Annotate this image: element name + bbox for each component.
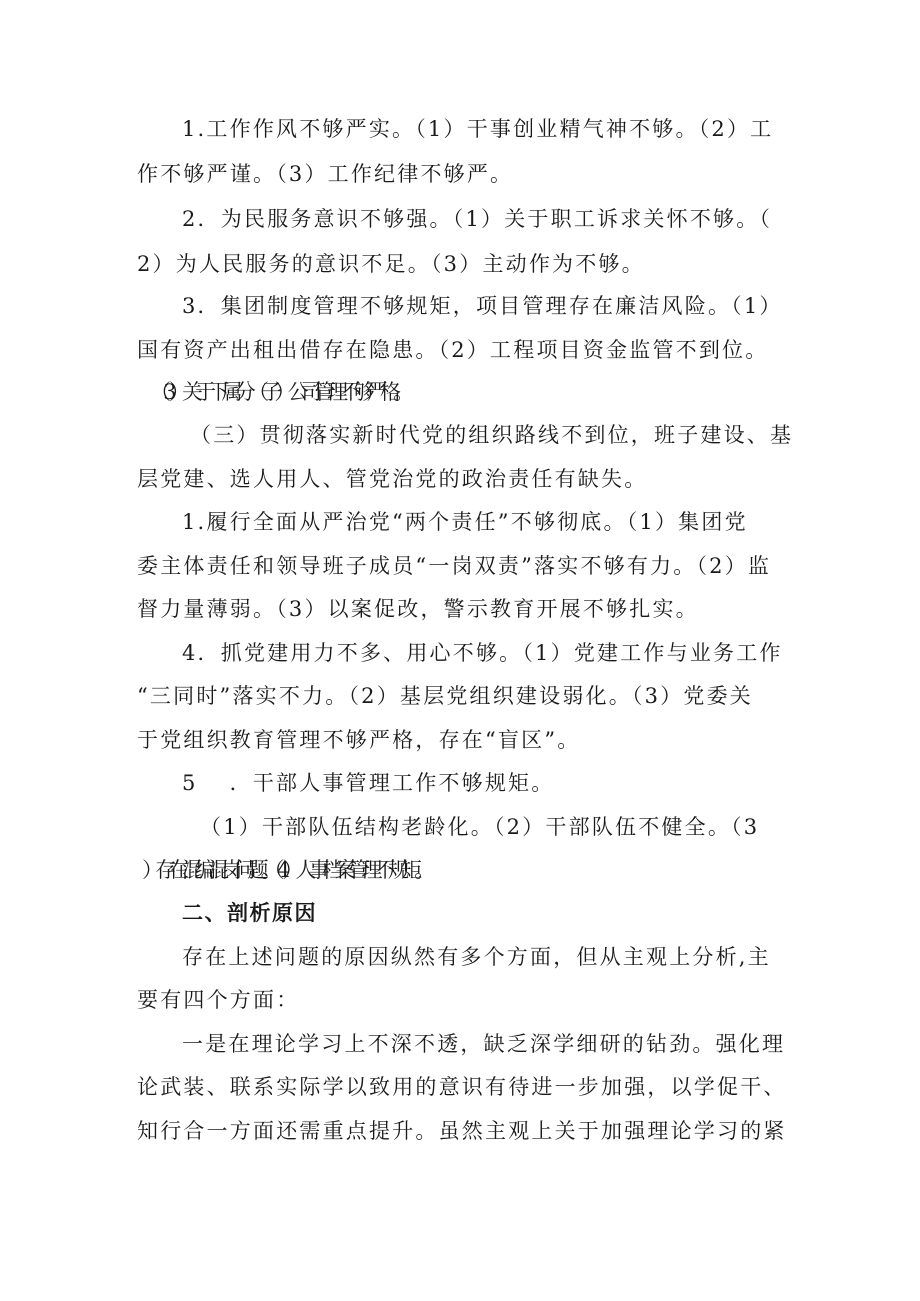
text-line: 5 ．干部人事管理工作不够规矩。 — [182, 771, 555, 795]
text-line: 1.工作作风不够严实。（1）干事创业精气神不够。（2）工 — [182, 117, 774, 141]
text-line: “三同时”落实不力。（2）基层党组织建设弱化。（3）党委关 — [137, 684, 753, 708]
text-line: 作不够严谨。（3）工作纪律不够严。 — [137, 162, 514, 186]
text-line: 3．集团制度管理不够规矩，项目管理存在廉洁风险。（1） — [182, 294, 783, 318]
text-line: 1.履行全面从严治党“两个责任”不够彻底。（1）集团党 — [182, 510, 748, 534]
text-line: 2．为民服务意识不够强。（1）关于职工诉求关怀不够。（ — [182, 207, 773, 231]
text-line: 4．抓党建用力不多、用心不够。（1）党建工作与业务工作 — [182, 641, 783, 665]
section-heading-causes: 二、剖析原因 — [182, 901, 317, 925]
text-line: 委主体责任和领导班子成员“一岗双责”落实不够有力。（2）监 — [137, 554, 772, 578]
text-line: ）存在混编混岗问题。（4）人事档案管理不规矩。 — [142, 858, 428, 882]
text-line: 于党组织教育管理不够严格，存在“盲区”。 — [137, 728, 581, 752]
text-line: 知行合一方面还需重点提升。虽然主观上关于加强理论学习的紧 — [137, 1119, 787, 1143]
text-line: 层党建、选人用人、管党治党的政治责任有缺失。 — [137, 467, 648, 491]
section-heading: （三）贯彻落实新时代党的组织路线不到位，班子建设、基 — [190, 423, 794, 447]
text-line: 国有资产出租出借存在隐患。（2）工程项目资金监管不到位。 — [137, 338, 769, 362]
text-line: 存在上述问题的原因纵然有多个方面，但从主观上分析,主 — [182, 945, 771, 969]
text-line: 论武装、联系实际学以致用的意识有待进一步加强，以学促干、 — [137, 1075, 787, 1099]
text-line: （1）干部队伍结构老龄化。（2）干部队伍不健全。（3 — [200, 815, 760, 839]
text-line: 2）为人民服务的意识不足。（3）主动作为不够。 — [137, 252, 645, 276]
text-line: 督力量薄弱。（3）以案促改，警示教育开展不够扎实。 — [137, 597, 699, 621]
text-line: （3）关于下属分（子）公司管理不够严格。 — [150, 380, 407, 404]
text-line: 要有四个方面： — [137, 988, 300, 1012]
text-line: 一是在理论学习上不深不透，缺乏深学细研的钻劲。强化理 — [182, 1032, 786, 1056]
